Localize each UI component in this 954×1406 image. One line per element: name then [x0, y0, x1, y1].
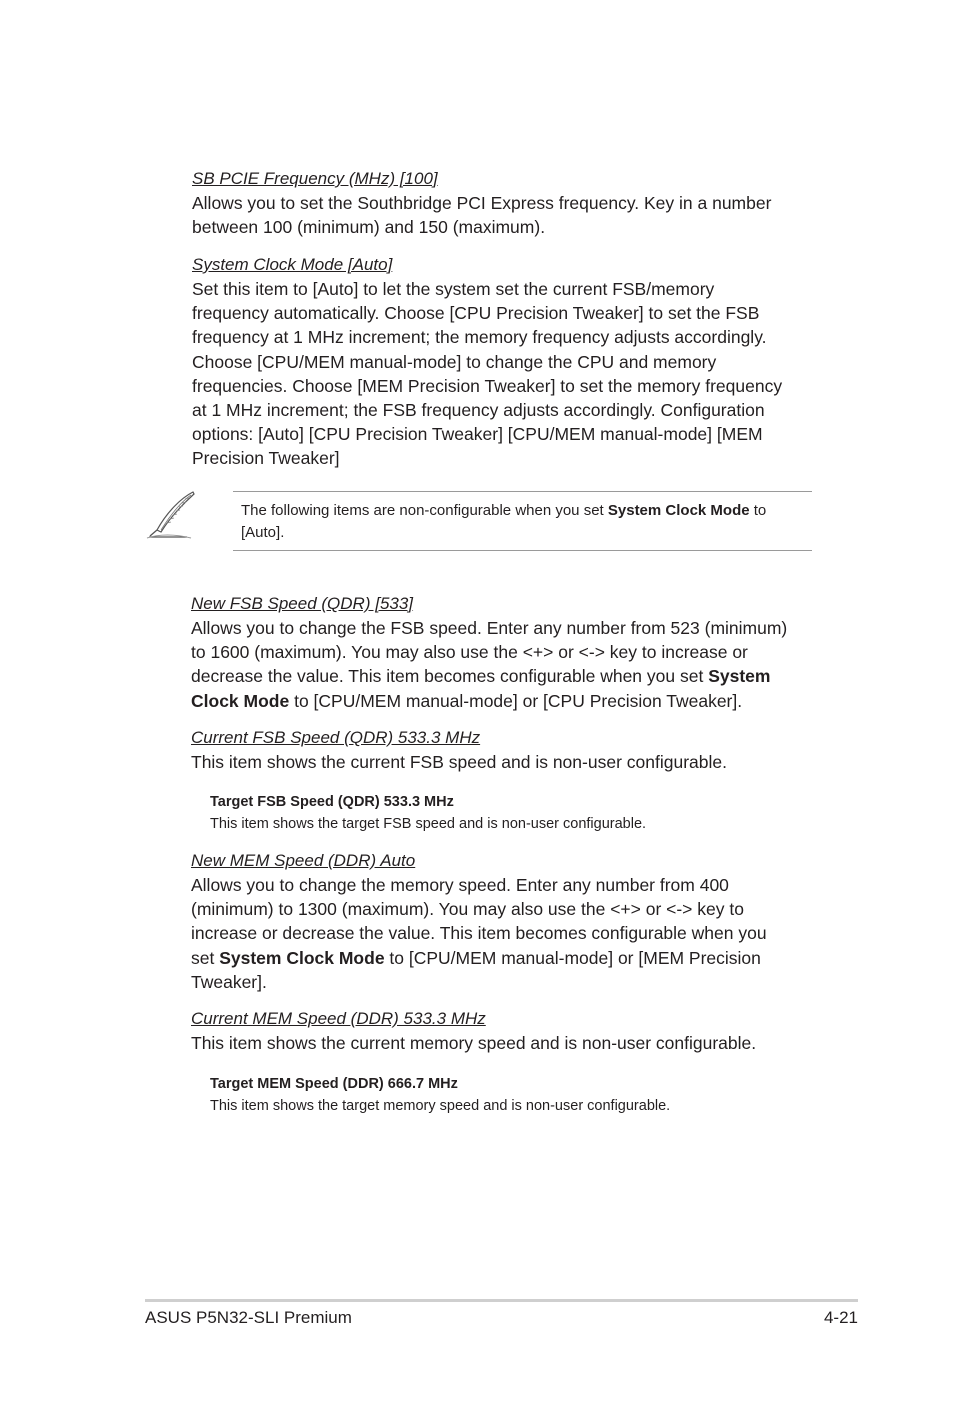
section-body-line: This item shows the current memory speed and is non-user configurable.: [191, 1033, 757, 1053]
subitem-target-mem-speed: [210, 1073, 810, 1117]
section-body-line: set System Clock Mode to [CPU/MEM manual-mode] or [MEM Precision: [191, 947, 761, 968]
note-box: [233, 491, 812, 551]
note-text: [241, 500, 811, 544]
section-current-fsb-speed: [191, 726, 816, 774]
note-text-post: to: [749, 502, 767, 519]
section-body-line: Set this item to [Auto] to let the system set the current FSB/memory: [192, 279, 715, 299]
subitem-desc: This item shows the target FSB speed and is non-user configurable.: [210, 816, 647, 832]
section-body-line: (minimum) to 1300 (maximum). You may also use the <+> or <-> key to: [191, 899, 744, 920]
section-new-mem-speed: [191, 849, 821, 994]
subitem-target-fsb-speed: [210, 791, 810, 835]
section-body-line: Clock Mode to [CPU/MEM manual-mode] or [CPU Precision Tweaker].: [191, 690, 743, 711]
section-body-line: increase or decrease the value. This item becomes configurable when you: [191, 923, 767, 944]
section-body-line: Choose [CPU/MEM manual-mode] to change the CPU and memory: [192, 351, 717, 372]
section-body-line: frequencies. Choose [MEM Precision Tweaker] to set the memory frequency: [192, 375, 783, 396]
footer-page-number: 4-21: [823, 1308, 858, 1327]
section-title: SB PCIE Frequency (MHz) [100]: [192, 169, 438, 188]
section-sb-pcie-frequency: [192, 167, 817, 239]
note-text-bold: System Clock Mode: [607, 502, 750, 519]
section-body-line: to 1600 (maximum). You may also use the <+> or <-> key to increase or: [191, 642, 748, 663]
section-body-line: Allows you to change the memory speed. Enter any number from 400: [191, 875, 729, 895]
section-body-line: frequency at 1 MHz increment; the memory frequency adjusts accordingly.: [192, 327, 767, 348]
subitem-desc: This item shows the target memory speed and is non-user configurable.: [210, 1098, 671, 1114]
footer-product-name: ASUS P5N32-SLI Premium: [145, 1308, 352, 1327]
section-body-line: between 100 (minimum) and 150 (maximum).: [192, 217, 546, 238]
section-body-line: Tweaker].: [191, 971, 267, 992]
section-body-line: Precision Tweaker]: [192, 448, 340, 469]
section-title: Current FSB Speed (QDR) 533.3 MHz: [191, 728, 481, 747]
section-body-line: at 1 MHz increment; the FSB frequency adjusts accordingly. Configuration: [192, 400, 765, 421]
section-body-line: frequency automatically. Choose [CPU Precision Tweaker] to set the FSB: [192, 303, 760, 324]
note-text-line2: [Auto].: [241, 524, 285, 541]
section-title: New FSB Speed (QDR) [533]: [191, 594, 414, 613]
section-new-fsb-speed: [191, 592, 821, 713]
subitem-title: Target MEM Speed (DDR) 666.7 MHz: [210, 1076, 458, 1092]
subitem-title: Target FSB Speed (QDR) 533.3 MHz: [210, 794, 454, 810]
section-title: New MEM Speed (DDR) Auto: [191, 851, 416, 870]
section-title: Current MEM Speed (DDR) 533.3 MHz: [191, 1009, 486, 1028]
note-text-pre: The following items are non-configurable when you set: [241, 502, 608, 519]
section-body-line: decrease the value. This item becomes configurable when you set System: [191, 666, 771, 687]
section-system-clock-mode: [192, 253, 817, 471]
section-body-line: Allows you to change the FSB speed. Enter any number from 523 (minimum): [191, 618, 788, 638]
pen-note-icon: [145, 490, 197, 540]
section-current-mem-speed: [191, 1007, 821, 1055]
section-title: System Clock Mode [Auto]: [192, 255, 393, 274]
section-body-line: options: [Auto] [CPU Precision Tweaker] [CPU/MEM manual-mode] [MEM: [192, 424, 763, 445]
footer-rule: [145, 1299, 858, 1302]
section-body-line: Allows you to set the Southbridge PCI Express frequency. Key in a number: [192, 193, 772, 213]
section-body-line: This item shows the current FSB speed and is non-user configurable.: [191, 752, 727, 772]
